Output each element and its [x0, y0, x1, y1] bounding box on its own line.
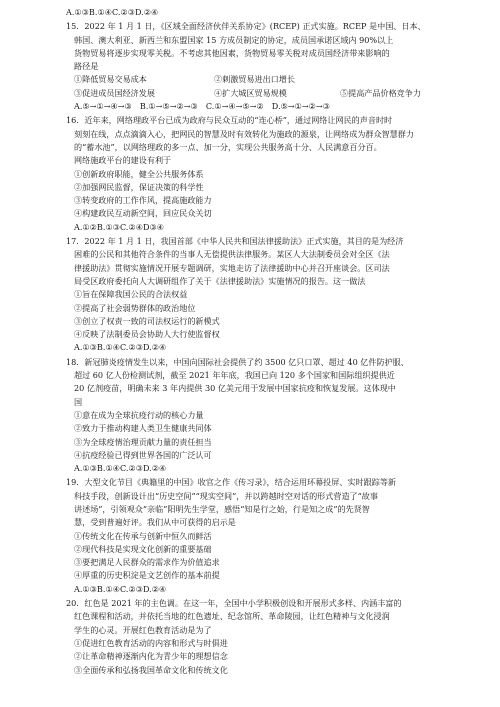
- q17-item: ①旨在保障我国公民的合法权益: [74, 289, 188, 300]
- q17-item: ③创立了权责一致的司法权运行的新模式: [74, 315, 220, 326]
- question-16: [66, 114, 454, 234]
- q17-item: ④反映了法制委员会协助人大行使监督权: [74, 329, 220, 340]
- question-15: [66, 20, 454, 113]
- q18-item: ④抗疫经验已得到世界各国的广泛认可: [74, 449, 212, 460]
- q17-stem-line: 17．2022 年 1 月 1 日，我国首部《中华人民共和国法律援助法》正式实施，其目的是为经济: [66, 236, 404, 247]
- q15-stem-line: 货物贸易将逐步实现零关税。不考虑其他因素，货物贸易零关税对成员国经济带来影响的: [74, 47, 390, 58]
- q19-answers: A.①③B.①④C.②③D.②④: [74, 583, 167, 594]
- q17-stem-line: 困难的公民和其他符合条件的当事人无偿提供法律服务。某区人大法制委员会对全区《法: [74, 249, 390, 260]
- q17-stem-line: 局受区政府委托向人大调研组作了关于《法律援助法》实施情况的报告。这一做法: [74, 275, 366, 286]
- q19-item: ③要把满足人民群众的需求作为价值追求: [74, 557, 220, 568]
- q20-stem-line: 20．红色是 2021 年的主色调。在这一年，全国中小学积极创设和开展形式多样、内涵丰富的: [66, 598, 402, 609]
- q15-answers: A.⑤→①→④→③ B.①→⑤→②→③ C.①→④→⑤→② D.⑤→①→②→③: [74, 101, 330, 112]
- q16-answers: A.①②B.①③C.②④D③④: [74, 221, 164, 232]
- q18-item: ①意在成为全球抗疫行动的核心力量: [74, 409, 204, 420]
- q18-stem-line: 20 亿剂疫苗，明确未来 3 年内提供 30 亿美元用于发展中国家抗疫和恢复发展。这体现中: [74, 383, 396, 394]
- q15-stem-line: 路径是: [74, 61, 99, 72]
- q20-item: ①促进红色教育活动的内容和形式与时俱进: [74, 637, 228, 648]
- question-18: [66, 356, 454, 476]
- q15-stem-line: 15．2022 年 1 月 1 日，《区域全面经济伙伴关系协定》(RCEP) 正式实施。RCEP 是中国、日本、: [66, 21, 426, 32]
- q15-option: ③促进成员国经济发展: [74, 87, 155, 98]
- question-20: [66, 597, 454, 677]
- q19-stem-line: 讲述场”，引领观众“亲临”阳明先生学堂，感悟“知是行之始，行是知之成”的先贤智: [74, 503, 370, 514]
- q18-stem-line: 国: [74, 396, 83, 407]
- q19-stem-line: 科技手段，创新设计出“历史空间”“现实空间”，并以跨越时空对话的形式营造了“故事: [74, 490, 378, 501]
- q18-stem-line: 超过 60 亿人份检测试剂，截至 2021 年年底，我国已向 120 多个国家和国际组织提供近: [74, 370, 395, 381]
- question-17: [66, 235, 454, 355]
- q15-stem-line: 韩国、澳大利亚、新西兰和东盟国家 15 方成员制定的协定，成员国承诺区域内 90%以上: [74, 34, 394, 45]
- question-19: [66, 476, 454, 596]
- q15-option: ①降低贸易交易成本: [74, 74, 147, 85]
- q16-item: ②加强网民监督，保证决策的科学性: [74, 181, 204, 192]
- q16-stem-line: 刻刻在线，点点滴滴入心，把网民的智慧及时有效转化为施政的源泉，让网络成为群众智慧群力: [74, 128, 414, 139]
- q19-item: ④厚重的历史积淀是文艺创作的基本前提: [74, 570, 220, 581]
- q20-stem-line: 学生的心灵。开展红色教育活动是为了: [74, 624, 212, 635]
- q17-stem-line: 律援助法》贯彻实施情况开展专题调研，实地走访了法律援助中心并召开座谈会。区司法: [74, 262, 390, 273]
- q19-item: ②现代科技是实现文化创新的重要基础: [74, 543, 212, 554]
- q15-options-row: [66, 87, 454, 100]
- q17-item: ②提高了社会弱势群体的政治地位: [74, 302, 196, 313]
- q20-item: ②让革命精神逐渐内化为青少年的理想信念: [74, 651, 228, 662]
- q20-stem-line: 红色课程和活动，并依托当地的红色遗址、纪念馆所、革命陵园，让红色精神与文化浸润: [74, 611, 390, 622]
- q20-item: ③全面传承和弘扬我国革命文化和传统文化: [74, 664, 228, 675]
- q14-answers: A.①③B.①④C.②③D.②④: [66, 7, 159, 17]
- q19-item: ①传统文化在传承与创新中恒久而鲜活: [74, 530, 212, 541]
- q19-stem-line: 19．大型文化节目《典籍里的中国》收官之作《传习录》，结合运用环幕投屏、实时跟踪等新: [66, 477, 397, 488]
- q15-option: ④扩大城区贸易规模: [214, 87, 287, 98]
- q16-stem-line: 的“蓄水池”，以网络理政的多一点、加一分，实现公共服务高十分、人民满意百分百。: [74, 141, 382, 152]
- q18-answers: A.①③B.①④C.②③D.②④: [74, 463, 167, 474]
- q18-item: ③为全球疫情治理贡献力量的责任担当: [74, 436, 212, 447]
- q16-stem-line: 网络施政平台的建设有利于: [74, 155, 172, 166]
- q18-item: ②致力于推动构建人类卫生健康共同体: [74, 423, 212, 434]
- q16-item: ③转变政府的工作作风，提高施政能力: [74, 195, 212, 206]
- q17-answers: A.①③B.①④C.②③D.②④: [74, 342, 167, 353]
- q16-item: ④构建政民互动新空间，回应民众关切: [74, 208, 212, 219]
- q16-stem-line: 16．近年来，网络理政平台已成为政府与民众互动的“连心桥”，通过网络让网民的声音时时: [66, 115, 393, 126]
- q15-option: ⑤提高产品价格竞争力: [340, 87, 421, 98]
- q15-option: ②刺激贸易进出口增长: [214, 74, 295, 85]
- q16-item: ①创新政府职能，健全公共服务体系: [74, 168, 204, 179]
- q15-options-row: [66, 73, 454, 86]
- q19-stem-line: 慧，受到普遍好评。我们从中可获得的启示是: [74, 517, 236, 528]
- q18-stem-line: 18．新冠肺炎疫情发生以来，中国向国际社会提供了约 3500 亿只口罩、超过 40 亿件防护服、: [66, 356, 409, 367]
